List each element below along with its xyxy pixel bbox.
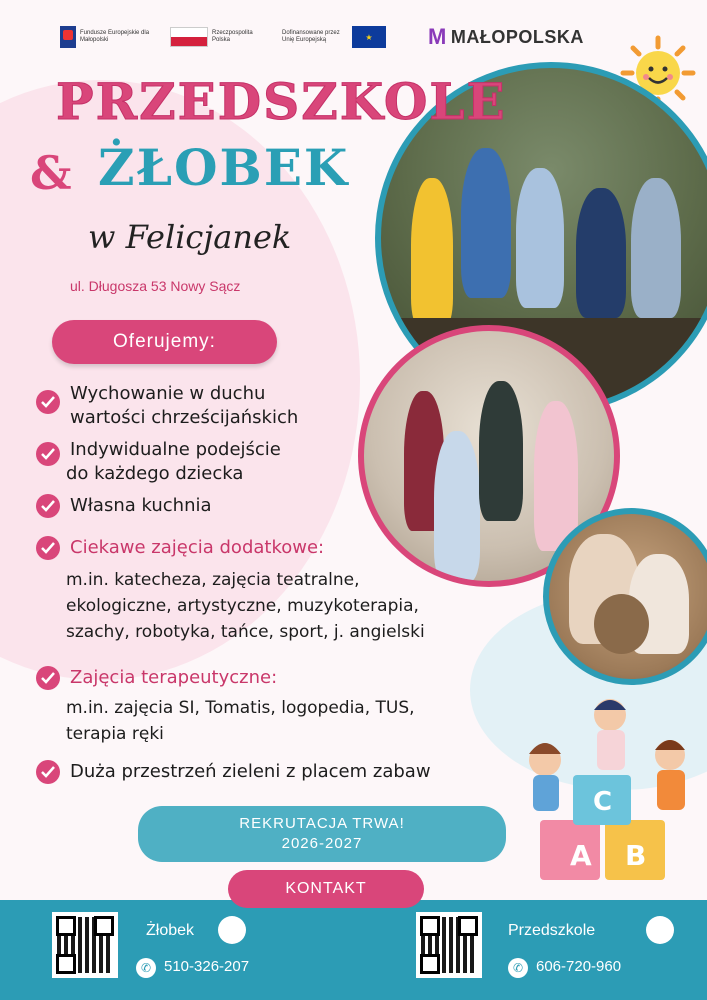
list-item-text: Własna kuchnia bbox=[70, 495, 212, 516]
pl-logo-text: Rzeczpospolita Polska bbox=[212, 30, 253, 43]
malopolska-text: MAŁOPOLSKA bbox=[450, 26, 584, 47]
phone-icon: ✆ bbox=[508, 958, 528, 978]
list-item-text: do każdego dziecka bbox=[66, 463, 244, 484]
list-item-text: Zajęcia terapeutyczne: bbox=[70, 667, 278, 688]
fe-logo-text: Fundusze Europejskie dla Małopolski bbox=[80, 30, 150, 43]
phone-icon: ✆ bbox=[136, 958, 156, 978]
header-logos bbox=[60, 22, 584, 52]
checkmark-icon bbox=[36, 760, 60, 784]
list-item-subtext: m.in. zajęcia SI, Tomatis, logopedia, TUS, bbox=[66, 698, 415, 718]
poland-flag-icon bbox=[170, 27, 208, 47]
przedszkole-label: Przedszkole bbox=[508, 922, 596, 939]
address: ul. Długosza 53 Nowy Sącz bbox=[70, 278, 241, 294]
photo-kids-teddy bbox=[543, 508, 707, 685]
kids-blocks-illustration bbox=[515, 690, 700, 900]
list-item-subtext: ekologiczne, artystyczne, muzykoterapia, bbox=[66, 596, 419, 616]
pl-logo bbox=[170, 27, 262, 47]
eu-logo-text: Dofinansowane przez Unię Europejską bbox=[282, 30, 340, 43]
checkmark-icon bbox=[36, 390, 60, 414]
przedszkole-logo-icon bbox=[646, 916, 674, 944]
zlobek-phone[interactable]: 510-326-207 bbox=[164, 958, 250, 975]
checkmark-icon bbox=[36, 666, 60, 690]
list-item-text: Indywidualne podejście bbox=[70, 439, 281, 460]
svg-text:B: B bbox=[625, 839, 647, 872]
title-zlobek: ŻŁOBEK bbox=[98, 138, 350, 197]
svg-text:C: C bbox=[593, 787, 613, 817]
eu-flag-icon: ★ bbox=[352, 26, 386, 48]
list-item-subtext: terapia ręki bbox=[66, 724, 164, 744]
qr-code-zlobek[interactable] bbox=[52, 912, 118, 978]
list-item-subtext: szachy, robotyka, tańce, sport, j. angielski bbox=[66, 622, 425, 642]
checkmark-icon bbox=[36, 536, 60, 560]
recruitment-years: 2026-2027 bbox=[281, 835, 363, 852]
fe-logo-icon bbox=[60, 26, 76, 48]
zlobek-label: Żłobek bbox=[146, 922, 195, 939]
malopolska-logo bbox=[428, 24, 584, 50]
fe-logo bbox=[60, 26, 150, 48]
list-item-text: Duża przestrzeń zieleni z placem zabaw bbox=[70, 761, 431, 782]
svg-text:A: A bbox=[570, 839, 592, 872]
recruitment-title: REKRUTACJA TRWA! bbox=[239, 815, 405, 832]
checkmark-icon bbox=[36, 442, 60, 466]
list-item-subtext: m.in. katecheza, zajęcia teatralne, bbox=[66, 570, 360, 590]
title-ampersand: & bbox=[30, 146, 72, 200]
recruitment-banner bbox=[138, 806, 506, 862]
qr-code-przedszkole[interactable] bbox=[416, 912, 482, 978]
title-felicjanek: w Felicjanek bbox=[88, 218, 292, 256]
malopolska-m-icon: M bbox=[428, 24, 447, 49]
list-item-text: wartości chrześcijańskich bbox=[70, 407, 299, 428]
list-item-text: Ciekawe zajęcia dodatkowe: bbox=[70, 537, 325, 558]
title-przedszkole: PRZEDSZKOLE bbox=[56, 72, 507, 131]
list-item-text: Wychowanie w duchu bbox=[70, 383, 266, 404]
zlobek-logo-icon bbox=[218, 916, 246, 944]
offer-heading: Oferujemy: bbox=[52, 320, 277, 364]
checkmark-icon bbox=[36, 494, 60, 518]
eu-logo bbox=[282, 26, 386, 48]
przedszkole-phone[interactable]: 606-720-960 bbox=[536, 958, 622, 975]
contact-button[interactable]: KONTAKT bbox=[228, 870, 424, 908]
